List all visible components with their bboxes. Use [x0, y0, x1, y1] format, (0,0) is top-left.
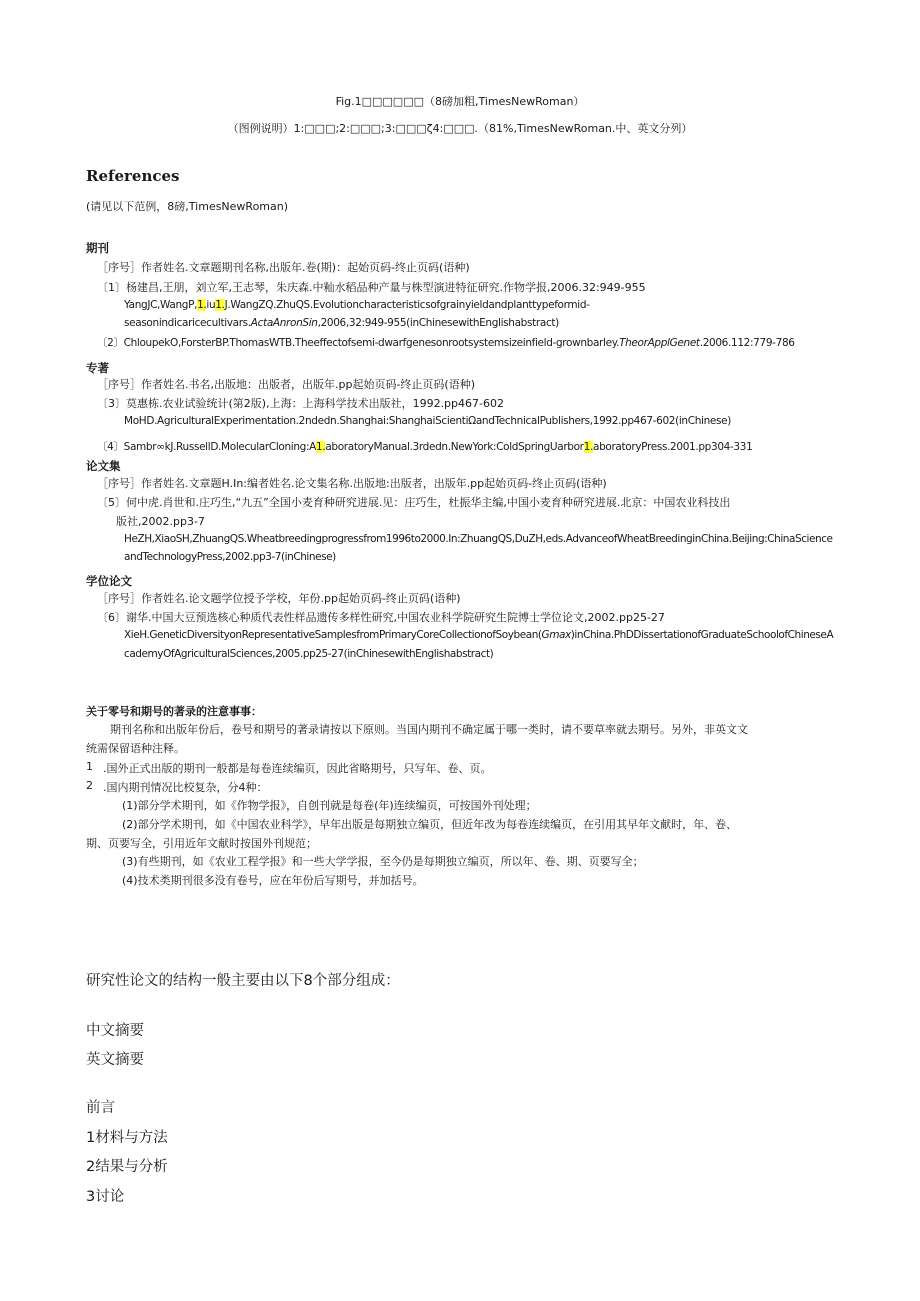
structure-item-methods: 1材料与方法	[86, 1130, 168, 1146]
figure-legend: （图例说明）1:□□□;2:□□□;3:□□□ζ4:□□□.（81%,TimesNewRoman.中、英文分列）	[227, 122, 693, 135]
highlight-mark: 1.	[315, 441, 326, 453]
thesis-heading: 学位论文	[86, 574, 132, 588]
notes-sub-2-line2: 期、页要写全，引用近年文献时按国外刊规范；	[86, 837, 317, 850]
journal-heading: 期刊	[86, 241, 109, 255]
reference-4: 〔4〕Sambr∞kJ.RussellD.MolecularCloning:A1.aboratoryManual.3rdedn.NewYork:ColdSpringUarbor1.aboratoryPress.2001.pp304-331	[97, 441, 753, 453]
proceedings-heading: 论文集	[86, 459, 121, 473]
reference-6-en-line1: XieH.GeneticDiversityonRepresentativeSamplesfromPrimaryCoreCollectionofSoybean(Gmax)inChina.PhDDissertationofGraduateSchoolofChineseA	[124, 629, 834, 641]
structure-item-introduction: 前言	[86, 1100, 115, 1116]
notes-item-2: .国内期刊情况比校复杂，分4种：	[103, 781, 268, 794]
references-subtitle: (请见以下范例，8磅,TimesNewRoman)	[86, 200, 289, 213]
notes-paragraph-line2: 统需保留语种注释。	[86, 742, 185, 755]
reference-6-cn: 〔6〕谢华.中国大豆预选核心种质代表性样品遗传多样性研究,中国农业科学院研究生院博士学位论文,2002.pp25-27	[97, 611, 665, 624]
figure-caption: Fig.1□□□□□□（8磅加粗,TimesNewRoman）	[335, 95, 585, 108]
references-title: References	[86, 167, 180, 185]
notes-item-1: .国外正式出版的期刊一般都是每卷连续编页，因此省略期号，只写年、卷、页。	[103, 762, 492, 775]
reference-6-en-line2: cademyOfAgriculturalSciences,2005.pp25-27(inChinesewithEnglishabstract)	[124, 648, 494, 660]
notes-title: 关于零号和期号的著录的注意事事：	[86, 705, 262, 718]
reference-5-cn-line1: 〔5〕何中虎.肖世和.庄巧生,“九五”全国小麦育种研究进展.见：庄巧生，杜振华主编,中国小麦育种研究进展.北京：中国农业科技出	[97, 496, 731, 509]
notes-sub-2-line1: (2)部分学术期刊，如《中国农业科学》，早年出版是每期独立编页，但近年改为每卷连续编页，在引用其早年文献时，年、卷、	[122, 818, 738, 831]
reference-1-en-line1: YangJC,WangP,1.iu1.J.WangZQ.ZhuQS.Evolutioncharacteristicsofgrainyieldandplanttypeformid-	[124, 299, 590, 311]
reference-2: 〔2〕ChloupekO,ForsterBP.ThomasWTB.Theeffectofsemi-dwarfgenesonrootsystemsizeinfield-grownbarley.TheorApplGenet.2006.112:779-786	[97, 337, 795, 349]
reference-3-cn: 〔3〕莫惠栋.农业试验统计(第2版),上海：上海科学技术出版社，1992.pp467-602	[97, 397, 504, 410]
reference-1-cn: 〔1〕杨建昌,王朋，刘立军,王志琴，朱庆森.中籼水稻品种产量与株型演进特征研究.作物学报,2006.32:949-955	[97, 281, 646, 294]
journal-format: ［序号］作者姓名.文章题期刊名称,出版年.卷(期)：起始页码-终止页码(语种)	[97, 261, 470, 274]
highlight-mark: 1.	[197, 299, 207, 311]
structure-item-discussion: 3讨论	[86, 1189, 125, 1205]
thesis-format: ［序号］作者姓名.论文题学位授予学校，年份.pp起始页码-终止页码(语种)	[97, 592, 461, 605]
notes-item-1-number: 1	[86, 760, 93, 773]
structure-item-en-abstract: 英文摘要	[86, 1052, 144, 1068]
structure-item-results: 2结果与分析	[86, 1159, 168, 1175]
book-format: ［序号］作者姓名.书名,出版地：出版者，出版年.pp起始页码-终止页码(语种)	[97, 378, 476, 391]
notes-sub-3: (3)有些期刊，如《农业工程学报》和一些大学学报，至今仍是每期独立编页，所以年、卷、期、页要写全；	[122, 855, 644, 868]
notes-paragraph-line1: 期刊名称和出版年份后，卷号和期号的著录请按以下原则。当国内期刊不确定属于哪一类时，请不要草率就去期号。另外，非英文文	[110, 723, 748, 736]
reference-5-en-line1: HeZH,XiaoSH,ZhuangQS.Wheatbreedingprogressfrom1996to2000.In:ZhuangQS,DuZH,eds.AdvanceofWheatBreedinginChina.Beijing:ChinaScience	[124, 533, 833, 545]
highlight-mark: 1.	[583, 441, 593, 453]
notes-item-2-number: 2	[86, 779, 93, 792]
notes-sub-1: (1)部分学术期刊，如《作物学报》，自创刊就是每卷(年)连续编页，可按国外刊处理；	[122, 799, 537, 812]
reference-1-en-line2: seasonindicaricecultivars.ActaAnronSin,2006,32:949-955(inChinesewithEnglishabstract)	[124, 317, 559, 329]
reference-3-en: MoHD.AgriculturalExperimentation.2ndedn.Shanghai:ShanghaiScientiΩandTechnicalPublishers,1992.pp467-602(inChinese)	[124, 415, 731, 427]
book-heading: 专著	[86, 361, 109, 375]
structure-item-cn-abstract: 中文摘要	[86, 1023, 144, 1039]
reference-5-cn-line2: 版社,2002.pp3-7	[116, 515, 205, 528]
highlight-mark: 1.	[215, 299, 225, 311]
reference-5-en-line2: andTechnologyPress,2002.pp3-7(inChinese)	[124, 551, 336, 563]
notes-sub-4: (4)技术类期刊很多没有卷号，应在年份后写期号，并加括号。	[122, 874, 424, 887]
proceedings-format: ［序号］作者姓名.文章题H.In:编者姓名.论文集名称.出版地:出版者，出版年.pp起始页码-终止页码(语种)	[97, 477, 607, 490]
structure-intro: 研究性论文的结构一般主要由以下8个部分组成：	[86, 973, 400, 989]
